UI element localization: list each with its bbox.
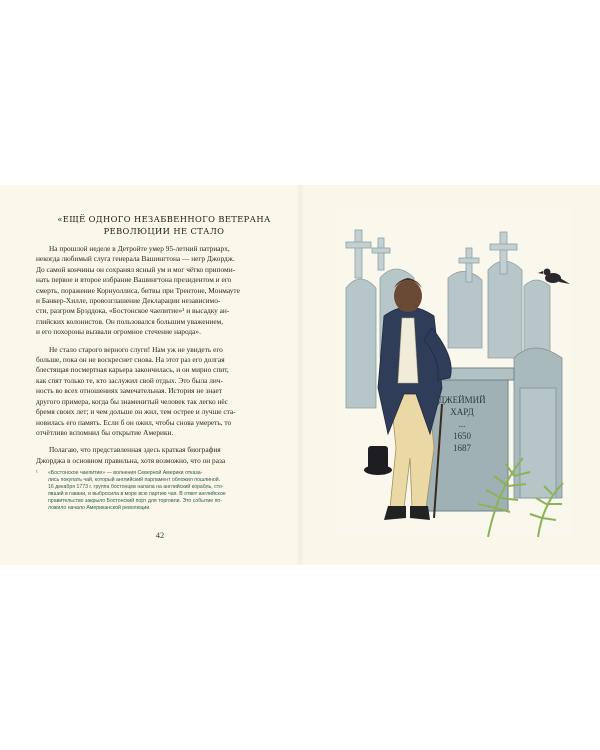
footnote-line: лись покупать чай, который английский парламент обложил пошлиной.	[48, 477, 221, 484]
paragraph	[36, 345, 284, 439]
text-line: бремя своих лет; и чем дольше он жил, тем острее и лучше ста-	[36, 407, 236, 417]
text-line: На прошлой неделе в Детройте умер 95-летний патриарх,	[49, 244, 230, 253]
book-gutter	[296, 185, 304, 565]
text-line: отчётливо вспомнил бы открытие Америки.	[36, 427, 174, 437]
text-line: некогда любимый слуга генерала Вашингтона — негр Джордж.	[36, 254, 235, 264]
page-number: 42	[155, 530, 165, 540]
footnote-line: ложило начало Американской революции.	[48, 505, 151, 512]
footnote-body	[48, 470, 284, 513]
text-line: глийских колонистов. Он пользовался большим уважением,	[36, 316, 224, 326]
text-line: Полагаю, что представленная здесь краткая биография	[49, 445, 221, 455]
text-line: Не стало старого верного слуги! Нам уж не увидеть его	[49, 344, 223, 354]
footnote-line: правительство закрыло Бостонский порт для торговли. Это событие по-	[48, 498, 223, 505]
chapter-headline: «ЕЩЁ ОДНОГО НЕЗАБВЕННОГО ВЕТЕРАНА РЕВОЛЮЦИИ НЕ СТАЛО	[57, 214, 271, 236]
illustration-art	[338, 208, 573, 537]
book-spread	[0, 185, 600, 565]
paragraph	[36, 445, 284, 466]
tombstone-line: 1650	[453, 431, 471, 441]
footnote-line: явший в гавани, и выбросила в море всю партию чая. В ответ английское	[48, 491, 226, 498]
text-line: смерть, поражение Корнуоллиса, битвы при Трентоне, Монмауте	[36, 285, 240, 295]
text-line: как спят только те, кто заслужил свой отдых. Это была лич-	[36, 375, 223, 385]
text-line: нать первое и второе избрание Вашингтона президентом и его	[36, 275, 232, 285]
text-line: и его похороны вызвали огромное стечение народа».	[36, 327, 201, 337]
text-line: больше, пока он не воскреснет снова. На этот раз его долгая	[36, 355, 225, 365]
text-line: сти, разгром Брэддока, «Бостонское чаепитие»¹ и высадку ан-	[36, 306, 230, 316]
text-line: ность во всех отношениях замечательная. История не знает	[36, 386, 222, 396]
text-line: новилась его память. Если б он ожил, чтобы снова умереть, то	[36, 417, 232, 427]
right-gravestones	[514, 348, 562, 498]
text-line: блестящая посмертная карьера закончилась, и он мирно спит,	[36, 365, 229, 375]
text-line: и Банкер-Хилле, провозглашение Декларации независимо-	[36, 296, 221, 306]
tombstone-line: ХАРД	[450, 407, 474, 417]
illustration-george-by-gravestone	[338, 208, 573, 537]
paragraph	[36, 244, 284, 338]
text-line: До самой кончины он сохранял ясный ум и мог чётко припоми-	[36, 264, 236, 274]
tombstone-line: ...	[458, 419, 466, 429]
footnote-line: «Бостонское чаепитие» — волнения Северной Америки отказа-	[48, 470, 203, 476]
left-page	[0, 185, 300, 565]
text-line: Джорджа в основном правильна, хотя возможно, что он раза	[36, 455, 226, 465]
footnote-mark: ¹	[36, 470, 38, 476]
tombstone-line: 1687	[453, 443, 471, 453]
footnote-line: 16 декабря 1773 г. группа бостонцев напала на английский корабль, сто-	[48, 484, 224, 491]
tombstone-line: ДЖЕЙМИЙ	[438, 395, 486, 405]
text-line: другого примера, когда бы знаменитый человек так легко нёс	[36, 396, 228, 406]
body-text	[36, 244, 284, 473]
